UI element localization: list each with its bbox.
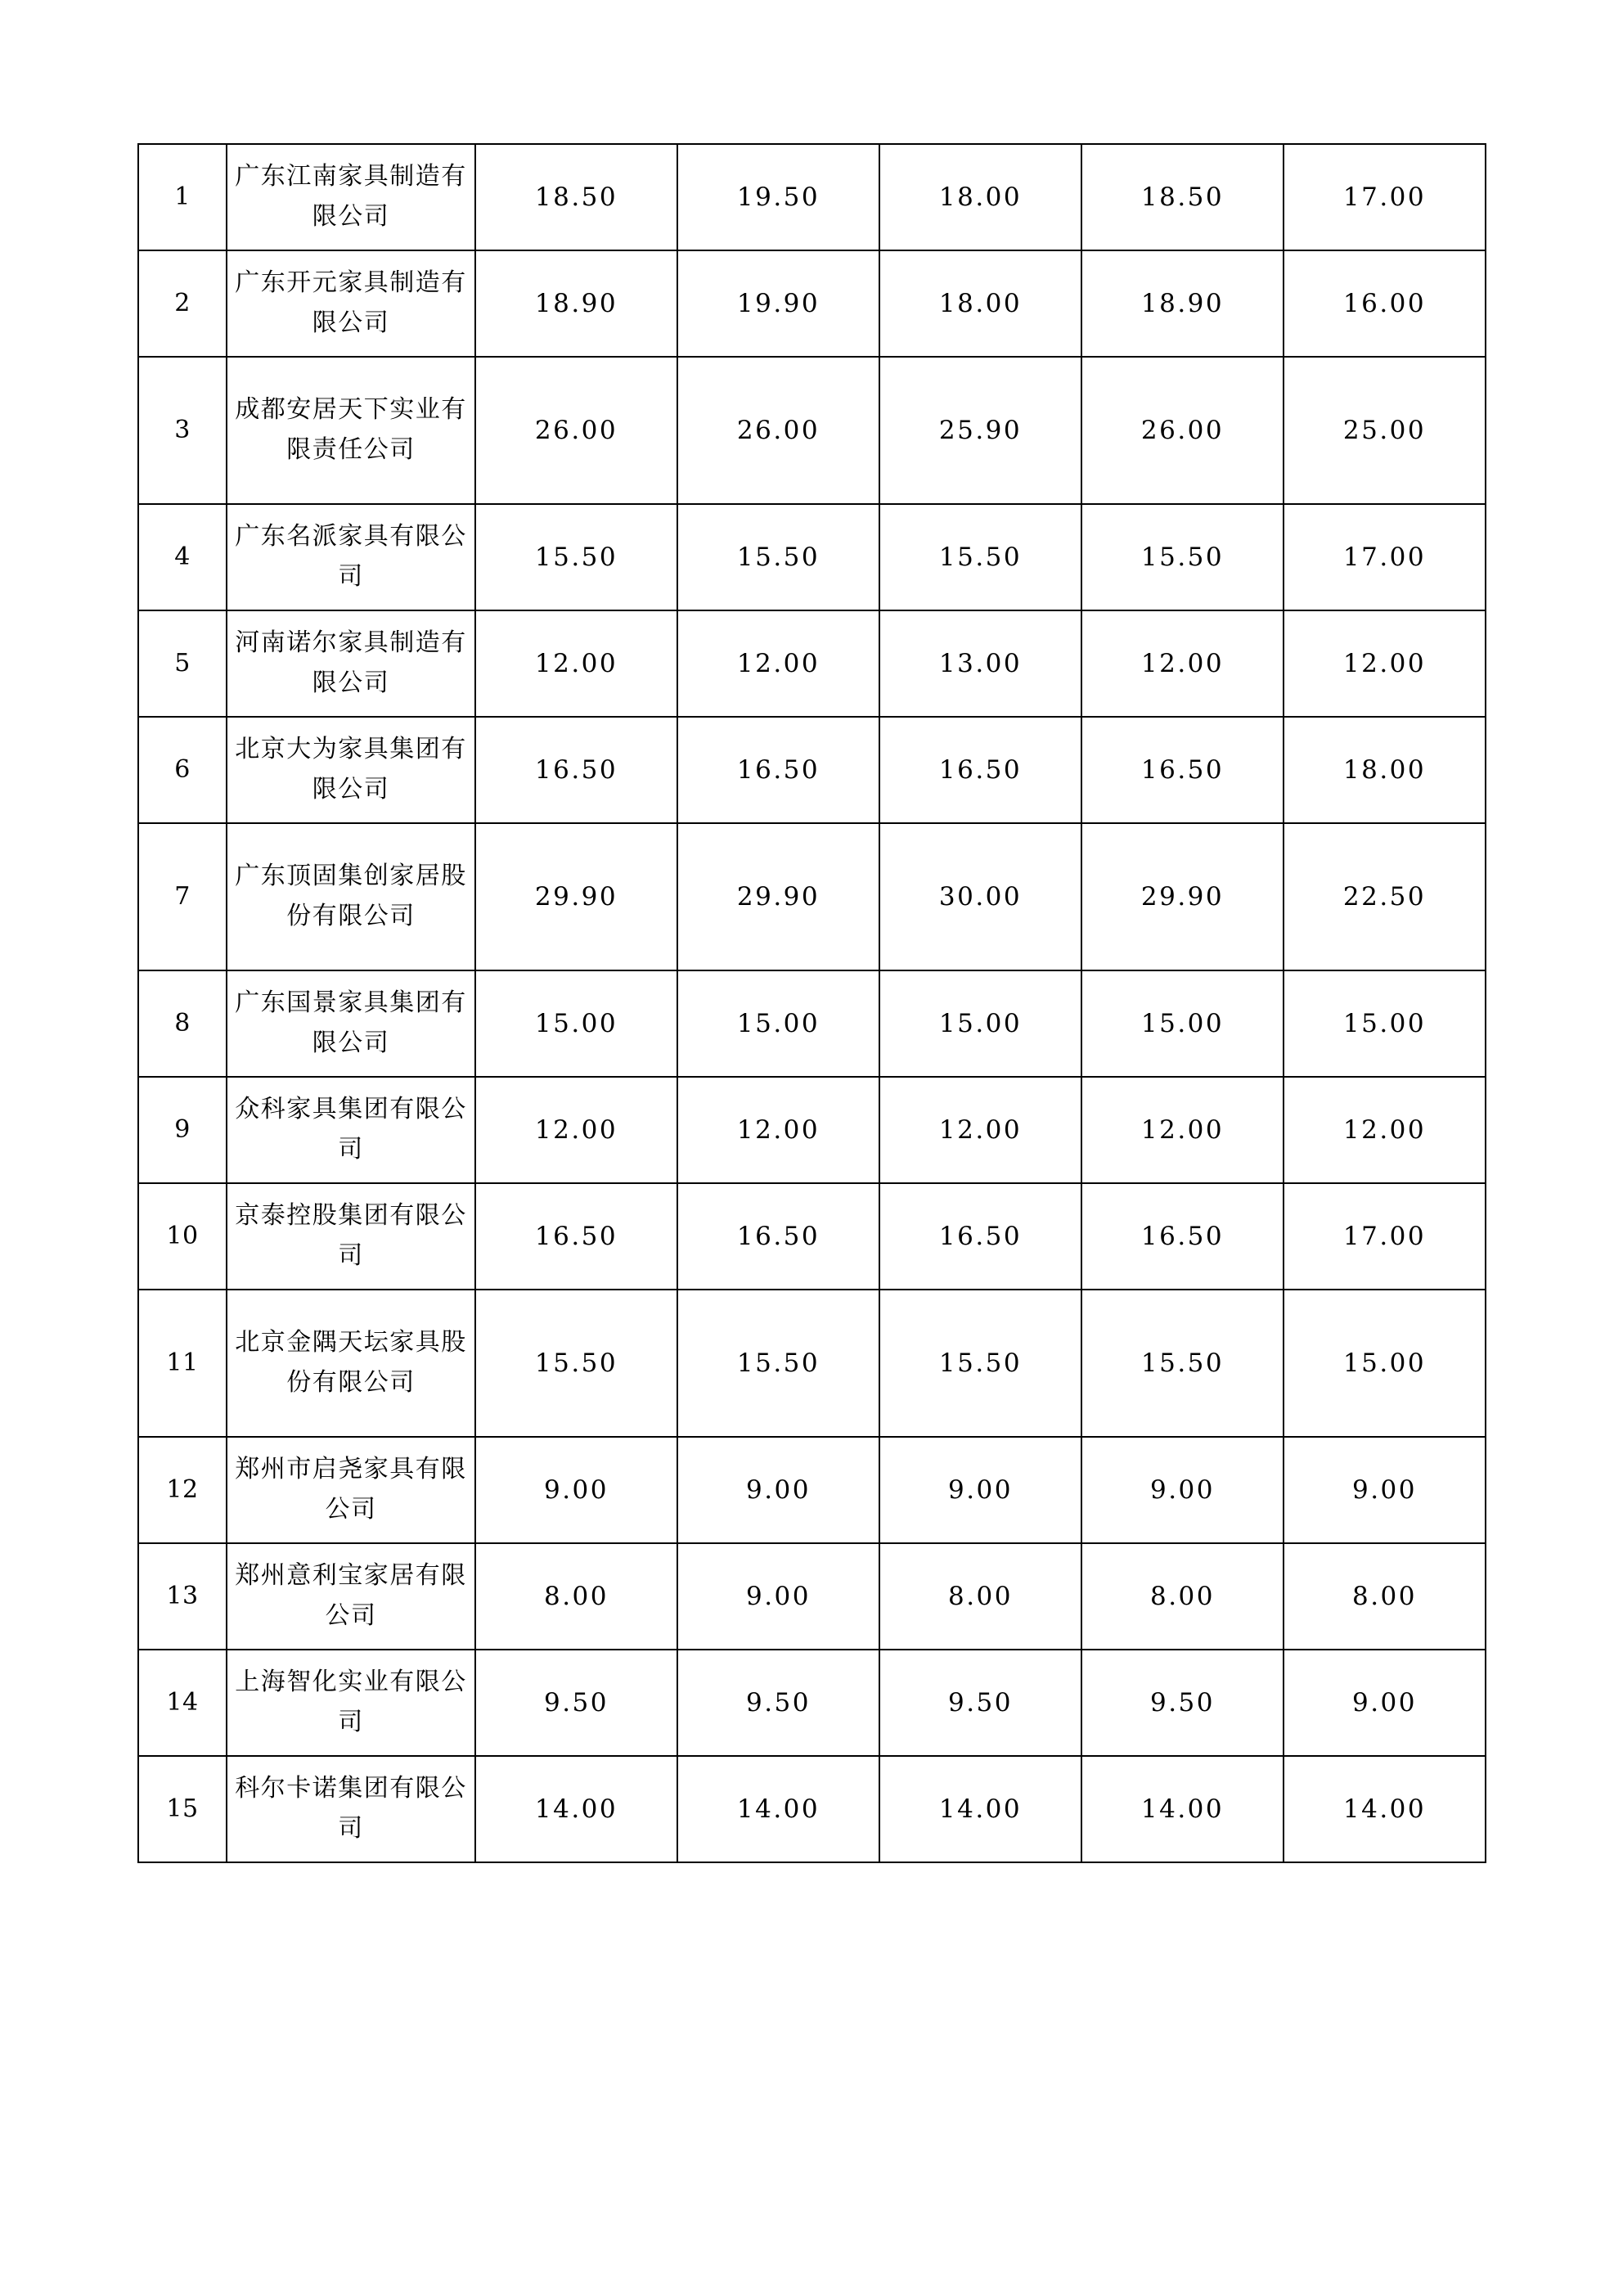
table-row [138,1543,1486,1650]
price-cell: 14.00 [879,1756,1081,1862]
table-row [138,1077,1486,1183]
table-row [138,1183,1486,1290]
price-cell: 14.00 [677,1756,879,1862]
price-cell: 9.00 [1284,1437,1486,1543]
row-index: 10 [138,1183,227,1290]
company-name: 北京大为家具集团有限公司 [227,717,475,823]
price-cell: 12.00 [879,1077,1081,1183]
table-row [138,1756,1486,1862]
row-index: 11 [138,1290,227,1437]
price-cell: 18.00 [1284,717,1486,823]
price-cell: 19.50 [677,144,879,250]
table-row [138,144,1486,250]
price-cell: 15.00 [1081,970,1284,1077]
table-row [138,1437,1486,1543]
price-cell: 15.50 [1081,1290,1284,1437]
price-cell: 26.00 [1081,357,1284,504]
company-name: 科尔卡诺集团有限公司 [227,1756,475,1862]
row-index: 3 [138,357,227,504]
company-name: 广东名派家具有限公司 [227,504,475,610]
company-name: 广东江南家具制造有限公司 [227,144,475,250]
price-cell: 9.00 [677,1437,879,1543]
row-index: 1 [138,144,227,250]
price-cell: 30.00 [879,823,1081,970]
price-cell: 8.00 [475,1543,677,1650]
row-index: 15 [138,1756,227,1862]
price-cell: 29.90 [677,823,879,970]
price-cell: 17.00 [1284,504,1486,610]
price-cell: 16.50 [879,717,1081,823]
company-name: 上海智化实业有限公司 [227,1650,475,1756]
price-cell: 12.00 [1284,1077,1486,1183]
price-cell: 15.00 [1284,1290,1486,1437]
price-cell: 19.90 [677,250,879,357]
price-cell: 9.00 [475,1437,677,1543]
price-cell: 15.00 [677,970,879,1077]
price-cell: 18.90 [1081,250,1284,357]
table-row [138,250,1486,357]
price-cell: 12.00 [475,1077,677,1183]
price-cell: 16.50 [677,717,879,823]
row-index: 8 [138,970,227,1077]
company-name: 广东开元家具制造有限公司 [227,250,475,357]
table-row [138,504,1486,610]
price-cell: 29.90 [475,823,677,970]
price-cell: 9.00 [677,1543,879,1650]
price-cell: 15.50 [1081,504,1284,610]
price-cell: 18.50 [475,144,677,250]
price-cell: 9.50 [879,1650,1081,1756]
table-row [138,717,1486,823]
price-cell: 25.90 [879,357,1081,504]
price-cell: 17.00 [1284,1183,1486,1290]
row-index: 5 [138,610,227,717]
table-row [138,610,1486,717]
price-cell: 18.00 [879,250,1081,357]
price-cell: 16.50 [1081,717,1284,823]
price-cell: 15.50 [677,504,879,610]
row-index: 14 [138,1650,227,1756]
company-name: 河南诺尔家具制造有限公司 [227,610,475,717]
price-cell: 9.50 [475,1650,677,1756]
price-cell: 16.00 [1284,250,1486,357]
price-cell: 15.00 [879,970,1081,1077]
price-cell: 18.90 [475,250,677,357]
row-index: 9 [138,1077,227,1183]
table-body [138,144,1486,1862]
row-index: 12 [138,1437,227,1543]
row-index: 6 [138,717,227,823]
table-row [138,823,1486,970]
price-cell: 15.50 [879,504,1081,610]
price-cell: 22.50 [1284,823,1486,970]
company-name: 郑州市启尧家具有限公司 [227,1437,475,1543]
price-cell: 16.50 [475,717,677,823]
price-cell: 18.00 [879,144,1081,250]
price-cell: 9.00 [879,1437,1081,1543]
price-cell: 12.00 [677,610,879,717]
company-name: 广东国景家具集团有限公司 [227,970,475,1077]
price-cell: 18.50 [1081,144,1284,250]
price-cell: 14.00 [475,1756,677,1862]
price-cell: 12.00 [677,1077,879,1183]
price-cell: 16.50 [475,1183,677,1290]
price-cell: 17.00 [1284,144,1486,250]
table-row [138,1290,1486,1437]
price-cell: 12.00 [475,610,677,717]
bid-price-table-container [137,143,1486,1863]
price-cell: 14.00 [1284,1756,1486,1862]
bid-price-table [137,143,1486,1863]
company-name: 京泰控股集团有限公司 [227,1183,475,1290]
price-cell: 8.00 [879,1543,1081,1650]
price-cell: 9.50 [677,1650,879,1756]
price-cell: 16.50 [879,1183,1081,1290]
price-cell: 15.00 [1284,970,1486,1077]
price-cell: 16.50 [1081,1183,1284,1290]
company-name: 成都安居天下实业有限责任公司 [227,357,475,504]
price-cell: 13.00 [879,610,1081,717]
row-index: 7 [138,823,227,970]
price-cell: 12.00 [1081,610,1284,717]
row-index: 13 [138,1543,227,1650]
price-cell: 8.00 [1081,1543,1284,1650]
company-name: 众科家具集团有限公司 [227,1077,475,1183]
price-cell: 9.00 [1081,1437,1284,1543]
price-cell: 29.90 [1081,823,1284,970]
table-row [138,1650,1486,1756]
company-name: 北京金隅天坛家具股份有限公司 [227,1290,475,1437]
price-cell: 15.00 [475,970,677,1077]
row-index: 2 [138,250,227,357]
price-cell: 15.50 [677,1290,879,1437]
price-cell: 12.00 [1284,610,1486,717]
table-row [138,357,1486,504]
price-cell: 26.00 [475,357,677,504]
company-name: 广东顶固集创家居股份有限公司 [227,823,475,970]
price-cell: 26.00 [677,357,879,504]
company-name: 郑州意利宝家居有限公司 [227,1543,475,1650]
price-cell: 15.50 [475,1290,677,1437]
price-cell: 15.50 [879,1290,1081,1437]
price-cell: 16.50 [677,1183,879,1290]
price-cell: 25.00 [1284,357,1486,504]
price-cell: 9.50 [1081,1650,1284,1756]
price-cell: 9.00 [1284,1650,1486,1756]
price-cell: 15.50 [475,504,677,610]
table-row [138,970,1486,1077]
price-cell: 12.00 [1081,1077,1284,1183]
price-cell: 8.00 [1284,1543,1486,1650]
row-index: 4 [138,504,227,610]
price-cell: 14.00 [1081,1756,1284,1862]
